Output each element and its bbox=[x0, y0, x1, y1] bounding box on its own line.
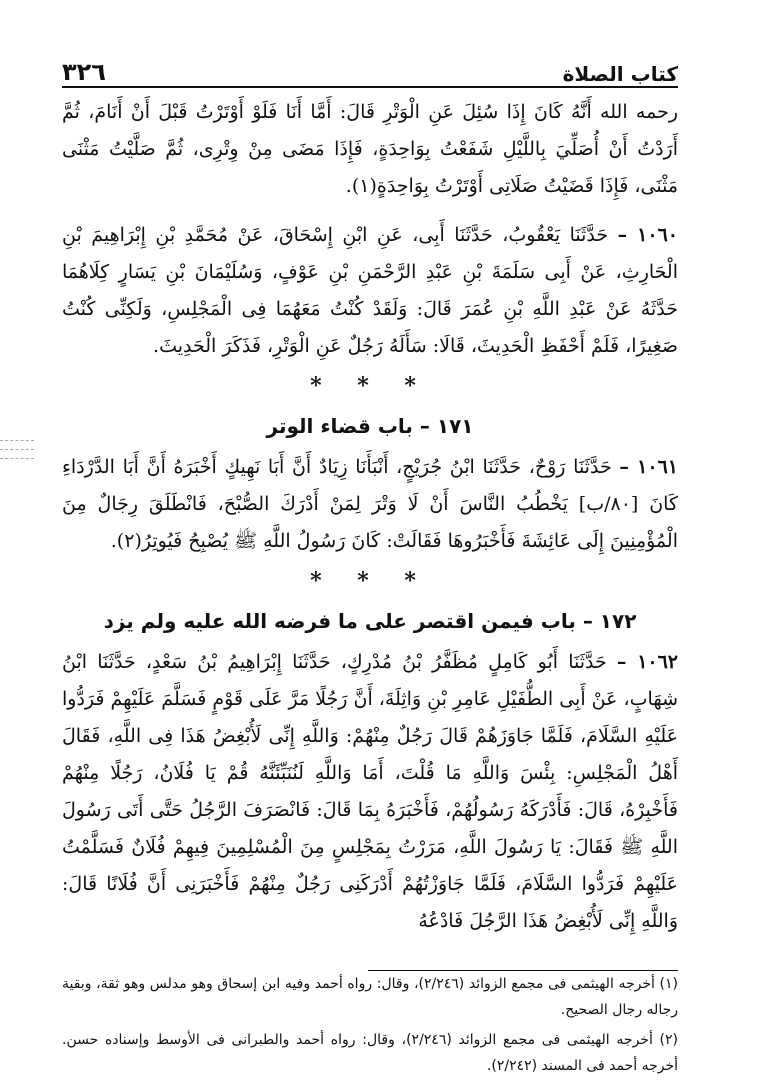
hadith-number: ١٠٦٢ – bbox=[616, 651, 679, 673]
hadith-text: حَدَّثَنَا أَبُو كَامِلٍ مُظَفَّرُ بْنُ مُدْرِكٍ، حَدَّثَنَا إِبْرَاهِيمُ بْنُ سَعْدٍ، حَدَّثَنَا ابْنُ شِهَابٍ، عَنْ أَبِى الطُّفَيْلِ عَامِرِ بْنِ وَاثِلَةَ، أَنَّ رَجُلًا مَرَّ عَلَى قَوْمٍ فَسَلَّمَ عَلَيْهِمْ فَرَدُّوا عَلَيْهِ السَّلَامَ، فَلَمَّا جَاوَزَهُمْ قَالَ رَجُلٌ مِنْهُمْ: وَاللَّهِ إِنِّى لَأُبْغِضُ هَذَا فِى اللَّهِ، فَقَالَ أَهْلُ الْمَجْلِسِ: بِئْسَ وَاللَّهِ مَا قُلْتَ، أَمَا وَاللَّهِ لَنُنَبِّئَنَّهُ قُمْ يَا فُلَانُ، رَجُلًا مِنْهُمْ فَأَخْبِرْهُ، قَالَ: فَأَدْرَكَهُ رَسُولُهُمْ، فَأَخْبَرَهُ بِمَا قَالَ: فَانْصَرَفَ الرَّجُلُ حَتَّى أَتَى رَسُولَ اللَّهِ ﷺ فَقَالَ: يَا رَسُولَ اللَّهِ، مَرَرْتُ بِمَجْلِسٍ مِنَ الْمُسْلِمِينَ فِيهِمْ فُلَانٌ فَسَلَّمْتُ عَلَيْهِمْ فَرَدُّوا السَّلَامَ، فَلَمَّا جَاوَزْتُهُمْ أَدْرَكَنِى رَجُلٌ مِنْهُمْ فَأَخْبَرَنِى أَنَّ فُلَانًا قَالَ: وَاللَّهِ إِنِّى لَأُبْغِضُ هَذَا الرَّجُلَ فَادْعُهُ bbox=[61, 651, 678, 932]
hadith-1060 bbox=[62, 217, 678, 365]
hadith-number: ١٠٦٠ – bbox=[617, 224, 678, 246]
page-number: ٣٢٦ bbox=[62, 58, 106, 86]
hadith-1061 bbox=[62, 449, 678, 560]
footnote: (٢) أخرجه الهيثمى فى مجمع الزوائد (٢/٢٤٦)، وقال: رواه أحمد والطبرانى فى الأوسط وإسناده حسن. أخرجه أحمد فى المسند (٢/٢٤٢). bbox=[62, 1032, 679, 1074]
running-chapter-title: كتاب الصلاة bbox=[562, 62, 678, 86]
running-header bbox=[62, 50, 678, 88]
section-separator: * * * bbox=[310, 568, 430, 594]
book-page bbox=[62, 50, 678, 1079]
continuation-paragraph: رحمه الله أَنَّهُ كَانَ إِذَا سُئِلَ عَنِ الْوَتْرِ قَالَ: أَمَّا أَنَا فَلَوْ أَوْتَرْتُ قَبْلَ أَنْ أَنَامَ، ثُمَّ أَرَدْتُ أَنْ أُصَلِّيَ بِاللَّيْلِ شَفَعْتُ بِوَاحِدَةٍ، فَإِذَا مَضَى مِنْ وِتْرِى، ثُمَّ صَلَّيْتُ مَثْنَى مَثْنَى، فَإِذَا قَضَيْتُ صَلَاتِى أَوْتَرْتُ بِوَاحِدَةٍ(١). bbox=[62, 101, 678, 197]
hadith-text: حَدَّثَنَا يَعْقُوبُ، حَدَّثَنَا أَبِى، عَنِ ابْنِ إِسْحَاقَ، عَنْ مُحَمَّدِ بْنِ إِبْرَاهِيمَ بْنِ الْحَارِثِ، عَنْ أَبِى سَلَمَةَ بْنِ عَبْدِ الرَّحْمَنِ بْنِ عَوْفٍ، وَسُلَيْمَانَ بْنِ يَسَارٍ كِلَاهُمَا حَدَّثَهُ عَنْ عَبْدِ اللَّهِ بْنِ عُمَرَ قَالَ: وَلَقَدْ كُنْتُ مَعَهُمَا فِى الْمَجْلِسِ، وَلَكِنِّى كُنْتُ صَغِيرًا، فَلَمْ أَحْفَظِ الْحَدِيثَ، قَالَا: سَأَلَهُ رَجُلٌ عَنِ الْوَتْرِ، فَذَكَرَ الْحَدِيثَ. bbox=[62, 224, 678, 357]
chapter-heading: ١٧١ – باب قضاء الوتر bbox=[266, 414, 474, 438]
scan-margin-marks bbox=[0, 440, 40, 467]
hadith-number: ١٠٦١ – bbox=[619, 456, 678, 478]
section-separator: * * * bbox=[310, 373, 430, 399]
chapter-heading: ١٧٢ – باب فيمن اقتصر على ما فرضه الله عليه ولم يزد bbox=[103, 609, 637, 633]
hadith-text: حَدَّثَنَا رَوْحٌ، حَدَّثَنَا ابْنُ جُرَيْجٍ، أَنْبَأَنَا زِيَادٌ أَنَّ أَبَا نَهِيكٍ أَخْبَرَهُ أَنَّ أَبَا الدَّرْدَاءِ كَانَ [٨٠/ب] يَخْطُبُ النَّاسَ أَنْ لَا وَتْرَ لِمَنْ أَدْرَكَ الصُّبْحَ، فَانْطَلَقَ رِجَالٌ مِنَ الْمُؤْمِنِينَ إِلَى عَائِشَةَ فَأَخْبَرُوهَا فَقَالَتْ: كَانَ رَسُولُ اللَّهِ ﷺ يُصْبِحُ فَيُوتِرُ(٢). bbox=[62, 456, 678, 552]
hadith-1062 bbox=[62, 644, 678, 940]
footnote: (١) أخرجه الهيثمى فى مجمع الزوائد (٢/٢٤٦)، وقال: رواه أحمد وفيه ابن إسحاق وهو مدلس وهو ثقة، وبقية رجاله رجال الصحيح. bbox=[62, 976, 678, 1018]
